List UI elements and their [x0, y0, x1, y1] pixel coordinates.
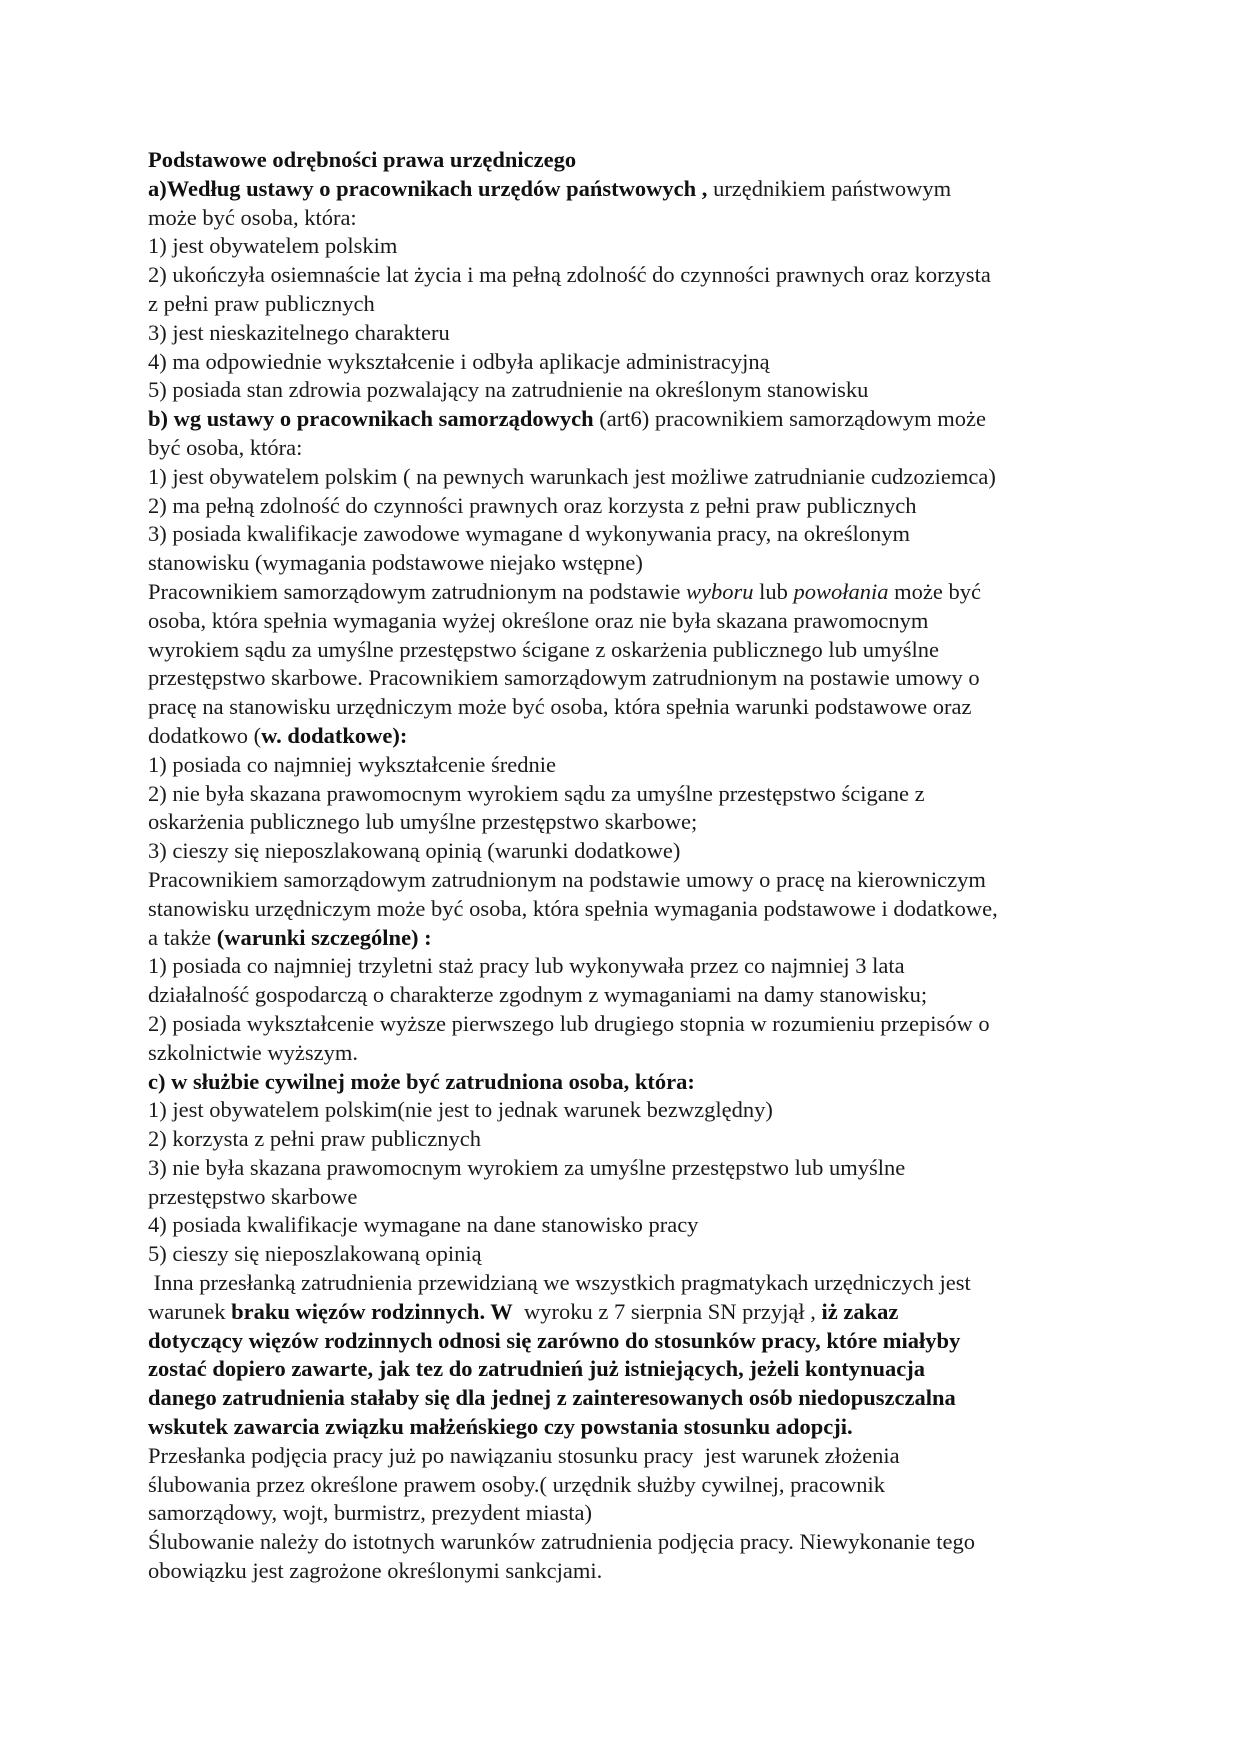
section-b-para1-line: pracę na stanowisku urzędniczym może być osoba, która spełnia warunki podstawowe oraz — [148, 694, 972, 720]
section-c-item: 1) jest obywatelem polskim(nie jest to jednak warunek bezwzględny) — [148, 1097, 773, 1123]
section-c-heading-text: c) w służbie cywilnej może być zatrudniona osoba, która: — [148, 1068, 695, 1094]
para1-wyboru: wyboru — [686, 578, 754, 604]
szczegolne-item: działalność gospodarczą o charakterze zgodnym z wymaganiami na damy stanowisku; — [148, 982, 928, 1008]
closing-bold-line — [148, 1327, 1098, 1356]
section-b-item: stanowisku (wymagania podstawowe niejako wstępne) — [148, 550, 643, 576]
section-c-item: 2) korzysta z pełni praw publicznych — [148, 1126, 482, 1152]
closing-bold-line — [148, 1355, 1098, 1384]
section-c-item: 5) cieszy się nieposzlakowaną opinią — [148, 1241, 482, 1267]
section-c-item: 4) posiada kwalifikacje wymagane na dane stanowisko pracy — [148, 1212, 699, 1238]
section-a-heading-bold: a)Według ustawy o pracownikach urzędów państwowych , — [148, 175, 708, 201]
closing-line2-bold: braku więzów rodzinnych. W — [231, 1298, 513, 1324]
section-b-para1-line: wyrokiem sądu za umyślne przestępstwo ścigane z oskarżenia publicznego lub umyślne — [148, 636, 940, 662]
closing-line1: Inna przesłanką zatrudnienia przewidzianą we wszystkich pragmatykach urzędniczych jest — [148, 1270, 971, 1296]
section-c-item: 3) nie była skazana prawomocnym wyrokiem za umyślne przestępstwo lub umyślne — [148, 1154, 906, 1180]
section-a-heading — [148, 175, 1098, 204]
section-a-item: 4) ma odpowiednie wykształcenie i odbyła aplikacje administracyjną — [148, 348, 770, 374]
closing-line2-bold2: iż zakaz — [821, 1298, 899, 1324]
section-a-intro: może być osoba, która: — [148, 204, 357, 230]
closing-bold-text: zostać dopiero zawarte, jak tez do zatrudnień już istniejących, jeżeli kontynuacja — [148, 1356, 925, 1382]
szczegolne-item: 1) posiada co najmniej trzyletni staż pracy lub wykonywała przez co najmniej 3 lata — [148, 953, 905, 979]
section-b-para2-last — [148, 924, 1098, 953]
closing-bold-line — [148, 1384, 1098, 1413]
section-a-heading-rest: urzędnikiem państwowym — [707, 175, 952, 201]
document-body — [148, 146, 1098, 1586]
para1-last-start: dodatkowo ( — [148, 722, 262, 748]
title-text: Podstawowe odrębności prawa urzędniczego — [148, 147, 577, 172]
section-b-para1-line: przestępstwo skarbowe. Pracownikiem samorządowym zatrudnionym na postawie umowy o — [148, 665, 980, 691]
dodatkowe-item: 2) nie była skazana prawomocnym wyrokiem sądu za umyślne przestępstwo ścigane z — [148, 780, 925, 806]
section-c-heading — [148, 1068, 1098, 1097]
section-a-item: z pełni praw publicznych — [148, 290, 375, 316]
section-c-item: przestępstwo skarbowe — [148, 1183, 358, 1209]
para1-last-bold: w. dodatkowe — [261, 722, 393, 748]
section-a-item: 5) posiada stan zdrowia pozwalający na zatrudnienie na określonym stanowisku — [148, 377, 869, 403]
closing-final-line: ślubowania przez określone prawem osoby.( urzędnik służby cywilnej, pracownik — [148, 1471, 886, 1497]
closing-bold-text: danego zatrudnienia stałaby się dla jednej z zainteresowanych osób niedopuszczalna — [148, 1385, 956, 1411]
szczegolne-item: szkolnictwie wyższym. — [148, 1039, 358, 1065]
section-b-item: 1) jest obywatelem polskim ( na pewnych warunkach jest możliwe zatrudnianie cudzoziemca) — [148, 463, 996, 489]
section-a-item: 1) jest obywatelem polskim — [148, 233, 398, 259]
para1-powolania: powołania — [793, 578, 889, 604]
section-b-para2-line: stanowisku urzędniczym może być osoba, która spełnia wymagania podstawowe i dodatkowe, — [148, 895, 998, 921]
para2-last-start: a także — [148, 924, 217, 950]
section-b-item: 2) ma pełną zdolność do czynności prawnych oraz korzysta z pełni praw publicznych — [148, 492, 917, 518]
section-b-para1-line: osoba, która spełnia wymagania wyżej określone oraz nie była skazana prawomocnym — [148, 607, 929, 633]
dodatkowe-item: oskarżenia publicznego lub umyślne przestępstwo skarbowe; — [148, 809, 698, 835]
section-b-heading — [148, 405, 1098, 434]
closing-bold-line — [148, 1413, 1098, 1442]
szczegolne-item: 2) posiada wykształcenie wyższe pierwszego lub drugiego stopnia w rozumieniu przepisów o — [148, 1010, 990, 1036]
section-b-para1-first — [148, 578, 1098, 607]
closing-final-line: obowiązku jest zagrożone określonymi sankcjami. — [148, 1558, 603, 1584]
para1-end: może być — [888, 578, 981, 604]
section-b-heading-rest: (art6) pracownikiem samorządowym może — [593, 406, 986, 432]
dodatkowe-item: 1) posiada co najmniej wykształcenie średnie — [148, 751, 556, 777]
section-b-item: 3) posiada kwalifikacje zawodowe wymagane d wykonywania pracy, na określonym — [148, 521, 911, 547]
section-a-item: 2) ukończyła osiemnaście lat życia i ma pełną zdolność do czynności prawnych oraz korzysta — [148, 262, 991, 288]
section-b-para1-last — [148, 722, 1098, 751]
closing-bold-text: dotyczący więzów rodzinnych odnosi się zarówno do stosunków pracy, które miałyby — [148, 1327, 961, 1353]
para1-start: Pracownikiem samorządowym zatrudnionym na podstawie — [148, 578, 686, 604]
section-b-heading-bold: b) wg ustawy o pracownikach samorządowych — [148, 406, 594, 432]
section-b-intro: być osoba, która: — [148, 434, 303, 460]
closing-bold-text: wskutek zawarcia związku małżeńskiego czy powstania stosunku adopcji. — [148, 1414, 853, 1440]
closing-final-line: samorządowy, wojt, burmistrz, prezydent miasta) — [148, 1500, 593, 1526]
para1-lub: lub — [753, 578, 794, 604]
section-b-para2-line: Pracownikiem samorządowym zatrudnionym na podstawie umowy o pracę na kierowniczym — [148, 866, 986, 892]
para1-last-end: ): — [392, 722, 408, 748]
section-a-item: 3) jest nieskazitelnego charakteru — [148, 319, 450, 345]
closing-line2-start: warunek — [148, 1298, 232, 1324]
para2-last-bold: (warunki szczególne) : — [216, 924, 432, 950]
closing-line2-mid: wyroku z 7 sierpnia SN przyjął , — [512, 1298, 822, 1324]
dodatkowe-item: 3) cieszy się nieposzlakowaną opinią (warunki dodatkowe) — [148, 838, 681, 864]
closing-final-line: Ślubowanie należy do istotnych warunków zatrudnienia podjęcia pracy. Niewykonanie tego — [148, 1529, 976, 1555]
closing-final-line: Przesłanka podjęcia pracy już po nawiązaniu stosunku pracy jest warunek złożenia — [148, 1442, 900, 1468]
closing-line2 — [148, 1298, 1098, 1327]
document-title — [148, 146, 1098, 175]
